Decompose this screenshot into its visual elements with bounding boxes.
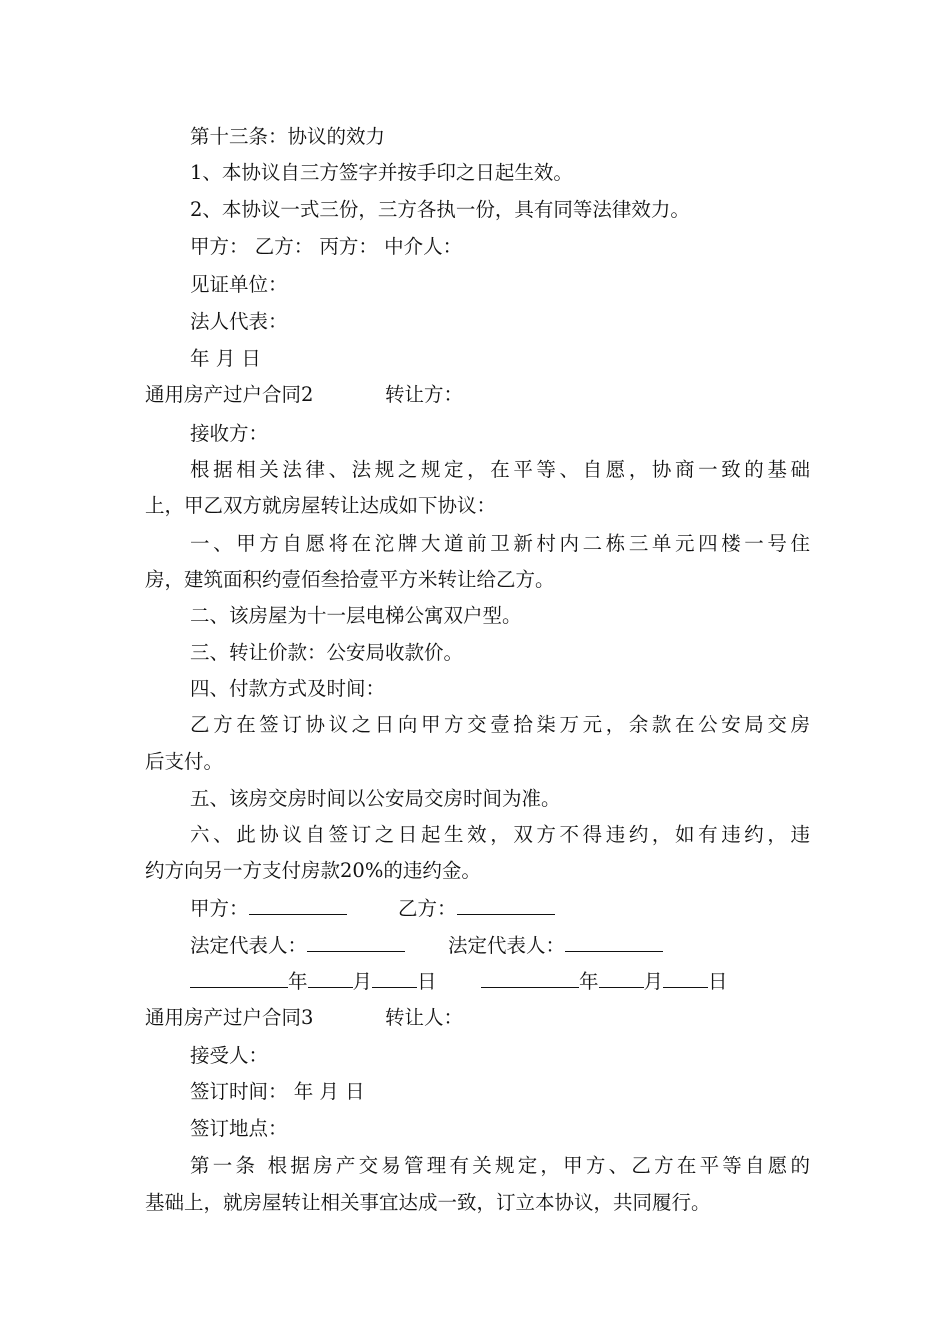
sign-date-line — [190, 967, 810, 994]
legal-rep-a-blank — [307, 931, 405, 952]
transferor-person-label: 转让人： — [385, 1006, 464, 1029]
payment-line-2: 后支付。 — [145, 750, 224, 773]
clause-1-line-1: 一、甲方自愿将在沱牌大道前卫新村内二栋三单元四楼一号住 — [190, 532, 810, 555]
signing-time: 签订时间： 年 月 日 — [190, 1080, 365, 1103]
clause-4: 四、付款方式及时间： — [190, 677, 386, 700]
contract-2-title-line — [145, 381, 810, 408]
date-year-blank-b — [481, 967, 579, 988]
legal-rep-signature-line — [190, 931, 810, 958]
clause-copies: 2、本协议一式三份，三方各执一份，具有同等法律效力。 — [190, 198, 690, 221]
contract-3-title-line — [145, 1004, 810, 1031]
article-13-heading: 第十三条：协议的效力 — [190, 125, 386, 148]
signature-parties: 甲方： 乙方： 丙方： 中介人： — [190, 235, 463, 258]
legal-rep-a-label: 法定代表人： — [190, 934, 308, 957]
witness-unit: 见证单位： — [190, 273, 288, 296]
preamble-line-1: 根据相关法律、法规之规定，在平等、自愿，协商一致的基础 — [190, 458, 810, 481]
date-month-blank-a — [308, 967, 353, 988]
article-1-line-2: 基础上，就房屋转让相关事宜达成一致，订立本协议，共同履行。 — [145, 1191, 711, 1214]
party-signature-line — [190, 894, 810, 921]
contract-2-title: 通用房产过户合同2 — [145, 383, 314, 406]
clause-3: 三、转让价款：公安局收款价。 — [190, 641, 464, 664]
day-label-b: 日 — [708, 970, 728, 993]
party-a-label: 甲方： — [190, 897, 249, 920]
clause-2: 二、该房屋为十一层电梯公寓双户型。 — [190, 604, 522, 627]
legal-rep-b-blank — [565, 931, 663, 952]
payment-line-1: 乙方在签订协议之日向甲方交壹拾柒万元，余款在公安局交房 — [190, 713, 810, 736]
date-day-blank-b — [663, 967, 708, 988]
legal-rep-b-label: 法定代表人： — [448, 934, 566, 957]
date-year-blank-a — [190, 967, 288, 988]
recipient-label: 接收方： — [190, 422, 269, 445]
acceptor-label: 接受人： — [190, 1044, 269, 1067]
clause-6-line-2: 约方向另一方支付房款20%的违约金。 — [145, 859, 481, 882]
day-label-a: 日 — [417, 970, 437, 993]
signing-place: 签订地点： — [190, 1117, 288, 1140]
clause-6-line-1: 六、此协议自签订之日起生效，双方不得违约，如有违约，违 — [190, 823, 810, 846]
clause-5: 五、该房交房时间以公安局交房时间为准。 — [190, 787, 561, 810]
transferor-label: 转让方： — [385, 383, 464, 406]
date-month-blank-b — [599, 967, 644, 988]
article-1-line-1: 第一条 根据房产交易管理有关规定，甲方、乙方在平等自愿的 — [190, 1154, 810, 1177]
legal-representative: 法人代表： — [190, 310, 288, 333]
clause-1-line-2: 房，建筑面积约壹佰叁拾壹平方米转让给乙方。 — [145, 568, 555, 591]
year-label-a: 年 — [288, 970, 308, 993]
party-a-blank — [249, 894, 347, 915]
party-b-label: 乙方： — [398, 897, 457, 920]
date-line: 年 月 日 — [190, 347, 261, 370]
month-label-a: 月 — [352, 970, 373, 993]
party-b-blank — [457, 894, 555, 915]
clause-effective: 1、本协议自三方签字并按手印之日起生效。 — [190, 161, 573, 184]
year-label-b: 年 — [579, 970, 599, 993]
date-day-blank-a — [372, 967, 417, 988]
month-label-b: 月 — [643, 970, 664, 993]
preamble-line-2: 上，甲乙双方就房屋转让达成如下协议： — [145, 494, 497, 517]
contract-3-title: 通用房产过户合同3 — [145, 1006, 314, 1029]
